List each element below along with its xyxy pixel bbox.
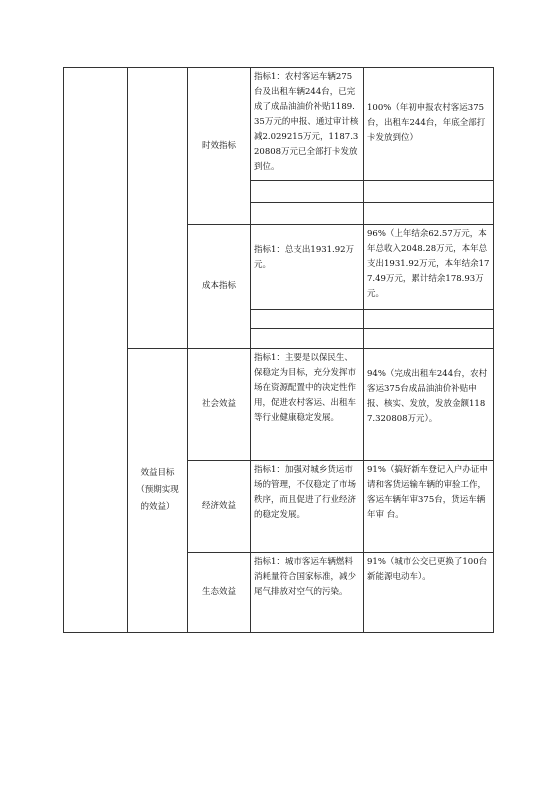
social-indicator: 指标1：主要是以保民生、保稳定为目标，充分发挥市场在资源配置中的决定性作用，促进农村客运、出租车等行业健康稳定发展。	[251, 349, 364, 461]
table-row	[64, 349, 494, 461]
social-value: 94%（完成出租车244台，农村客运375台成品油油价补贴申报、核实、发放，发放金额1187.320808万元）。	[364, 349, 494, 461]
economic-label: 经济效益	[188, 461, 251, 553]
empty-cell	[364, 310, 494, 329]
ecological-label: 生态效益	[188, 553, 251, 633]
empty-cell	[251, 310, 364, 329]
cost-value: 96%（上年结余62.57万元，本年总收入2048.28万元，本年总支出1931.92万元，本年结余177.49万元，累计结余178.93万元。	[364, 225, 494, 310]
empty-cell	[364, 329, 494, 349]
cost-indicator: 指标1：总支出1931.92万元。	[251, 225, 364, 310]
ecological-value: 91%（城市公交已更换了100台新能源电动车）。	[364, 553, 494, 633]
output-group-cell	[128, 68, 188, 349]
benefit-group-label: 效益目标（预期实现的效益）	[128, 349, 188, 633]
empty-cell	[251, 203, 364, 225]
empty-cell	[251, 181, 364, 203]
cost-label: 成本指标	[188, 225, 251, 349]
performance-indicator-table	[63, 67, 494, 633]
empty-cell	[364, 181, 494, 203]
economic-indicator: 指标1：加强对城乡货运市场的管理，不仅稳定了市场秩序，而且促进了行业经济的稳定发展。	[251, 461, 364, 553]
empty-cell	[364, 203, 494, 225]
timeliness-indicator: 指标1：农村客运车辆275台及出租车辆244台，已完成了成品油油价补贴1189.35万元的申报、通过审计核减2.029215万元，1187.320808万元已全部打卡发放到位。	[251, 68, 364, 181]
ecological-indicator: 指标1：城市客运车辆燃料消耗量符合国家标准，减少尾气排放对空气的污染。	[251, 553, 364, 633]
timeliness-value: 100%（年初申报农村客运375台，出租车244台，年底全部打卡发放到位）	[364, 68, 494, 181]
timeliness-label: 时效指标	[188, 68, 251, 225]
social-label: 社会效益	[188, 349, 251, 461]
empty-cell	[251, 329, 364, 349]
economic-value: 91%（搞好新车登记入户办证申请和客货运输车辆的审验工作，客运车辆年审375台，货运车辆年审 台。	[364, 461, 494, 553]
outer-category-cell	[64, 68, 128, 633]
table-row	[64, 68, 494, 181]
